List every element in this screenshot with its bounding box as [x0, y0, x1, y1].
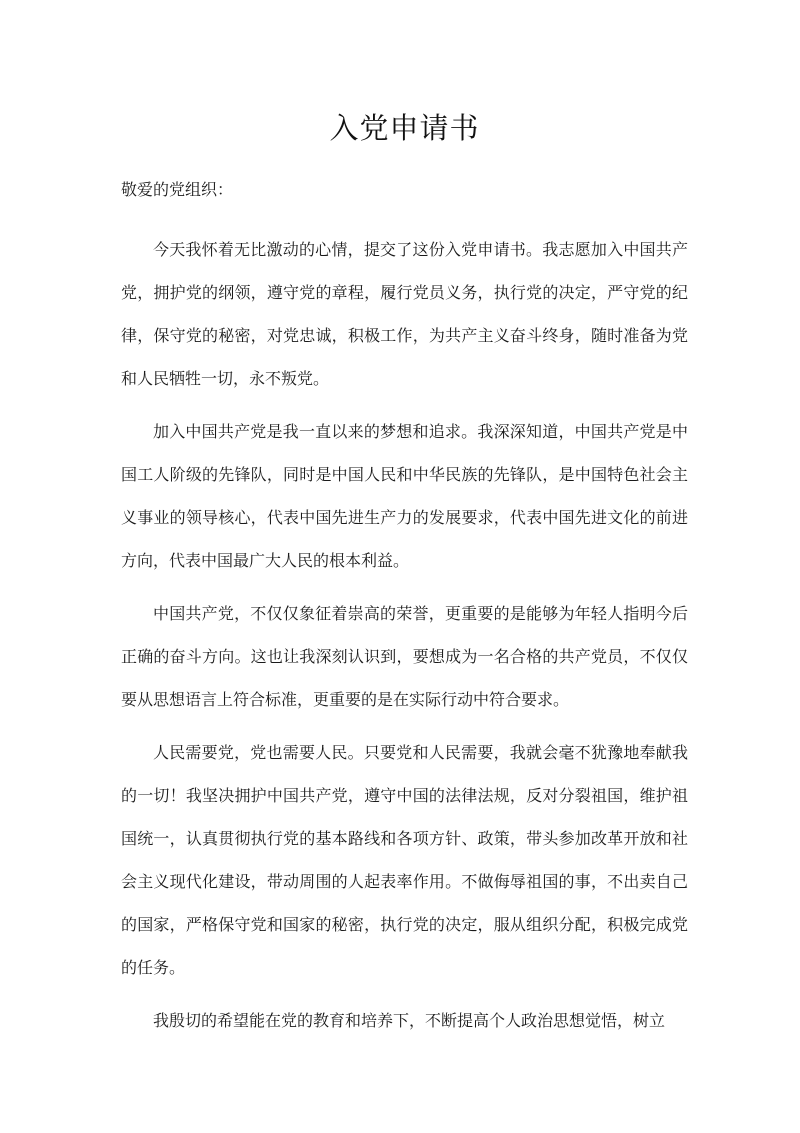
- paragraph-1: 今天我怀着无比激动的心情，提交了这份入党申请书。我志愿加入中国共产党，拥护党的纲领，遵守党的章程，履行党员义务，执行党的决定，严守党的纪律，保守党的秘密，对党忠诚，积极工作，为共产主义奋斗终身，随时准备为党和人民牺牲一切，永不叛党。: [121, 240, 688, 388]
- document-title: 入党申请书: [329, 111, 480, 145]
- salutation: 敬爱的党组织：: [121, 180, 234, 199]
- paragraph-5: 我殷切的希望能在党的教育和培养下，不断提高个人政治思想觉悟，树立: [153, 1011, 666, 1030]
- paragraph-3: 中国共产党，不仅仅象征着崇高的荣誉，更重要的是能够为年轻人指明今后正确的奋斗方向。这也让我深刻认识到，要想成为一名合格的共产党员，不仅仅要从思想语言上符合标准，更重要的是在实际行动中符合要求。: [121, 604, 688, 709]
- paragraph-4: 人民需要党，党也需要人民。只要党和人民需要，我就会毫不犹豫地奉献我的一切！我坚决拥护中国共产党，遵守中国的法律法规，反对分裂祖国，维护祖国统一，认真贯彻执行党的基本路线和各项方针、政策，带头参加改革开放和社会主义现代化建设，带动周围的人起表率作用。不做侮辱祖国的事，不出卖自己的国家，严格保守党和国家的秘密，执行党的决定，服从组织分配，积极完成党的任务。: [121, 743, 688, 977]
- paragraph-2: 加入中国共产党是我一直以来的梦想和追求。我深深知道，中国共产党是中国工人阶级的先锋队，同时是中国人民和中华民族的先锋队，是中国特色社会主义事业的领导核心，代表中国先进生产力的发展要求，代表中国先进文化的前进方向，代表中国最广大人民的根本利益。: [121, 422, 688, 570]
